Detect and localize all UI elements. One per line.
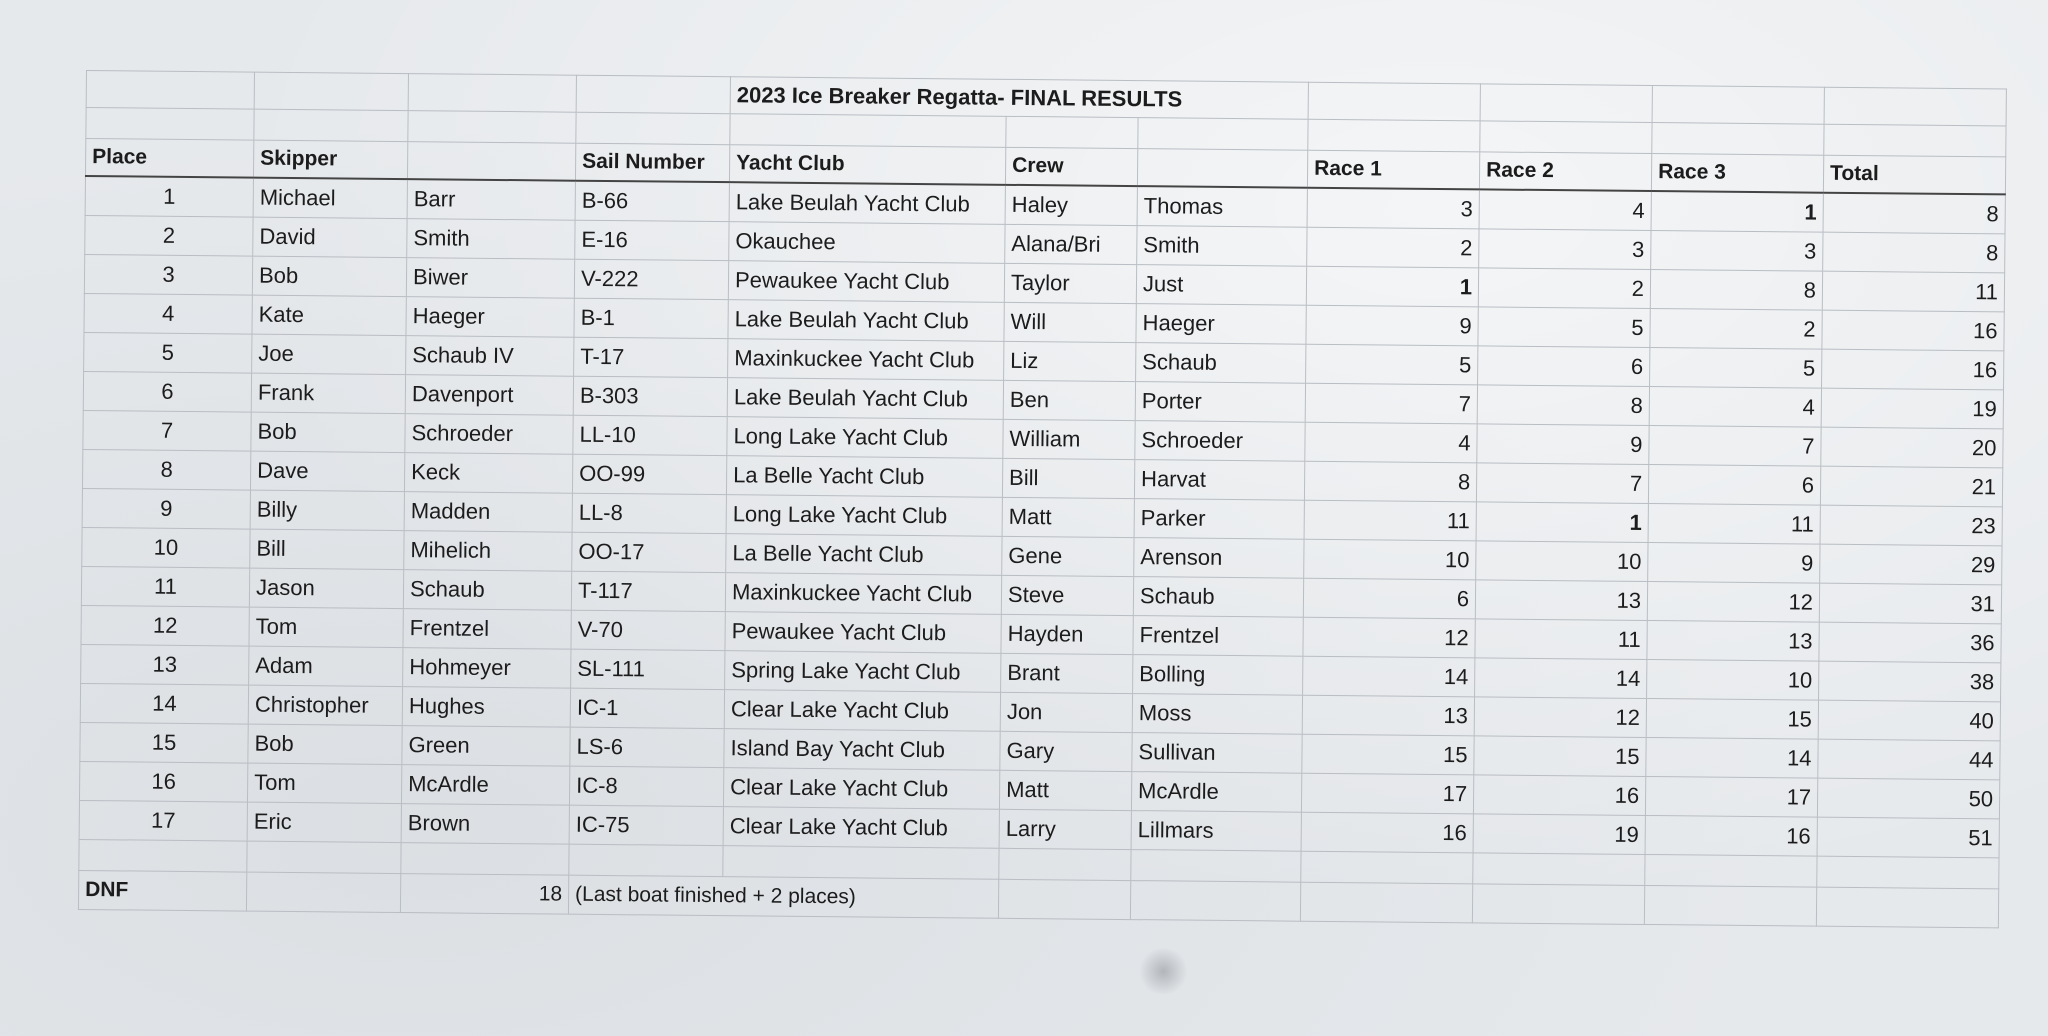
race1-cell: 5: [1306, 344, 1478, 385]
race2-cell: 9: [1477, 424, 1649, 465]
race2-cell: 1: [1476, 502, 1648, 543]
sail-number-cell: T-117: [571, 571, 725, 611]
sail-number-cell: V-70: [571, 610, 725, 650]
race1-cell: 6: [1303, 578, 1475, 619]
skipper-last-name: Schroeder: [405, 414, 573, 455]
header-skipper: Skipper: [253, 140, 407, 179]
skipper-first-name: Jason: [249, 568, 403, 608]
race2-cell: 2: [1478, 268, 1650, 309]
skipper-first-name: Christopher: [248, 685, 402, 725]
race3-cell: 16: [1645, 816, 1817, 857]
crew-first-name: Jon: [1000, 692, 1132, 732]
skipper-first-name: Michael: [253, 178, 407, 219]
yacht-club-cell: Clear Lake Yacht Club: [723, 768, 999, 810]
sail-number-cell: B-66: [575, 181, 729, 222]
total-cell: 50: [1817, 778, 1999, 819]
race1-cell: 10: [1304, 539, 1476, 580]
skipper-first-name: Tom: [247, 763, 401, 803]
sail-number-cell: E-16: [575, 220, 729, 260]
crew-first-name: Gary: [1000, 731, 1132, 771]
place-cell: 7: [83, 410, 251, 451]
crew-first-name: Matt: [999, 770, 1131, 810]
skipper-last-name: McArdle: [401, 765, 569, 806]
race3-cell: 9: [1648, 543, 1820, 584]
yacht-club-cell: Pewaukee Yacht Club: [728, 261, 1004, 303]
race3-cell: 12: [1647, 582, 1819, 623]
total-cell: 31: [1819, 583, 2001, 624]
race1-cell: 11: [1304, 500, 1476, 541]
skipper-first-name: Billy: [250, 490, 404, 530]
yacht-club-cell: Island Bay Yacht Club: [724, 729, 1000, 771]
total-cell: 40: [1818, 700, 2000, 741]
skipper-first-name: Bob: [248, 724, 402, 764]
crew-last-name: Haeger: [1136, 304, 1306, 345]
race1-cell: 2: [1307, 227, 1479, 268]
race1-cell: 8: [1304, 461, 1476, 502]
sail-number-cell: OO-17: [572, 532, 726, 572]
place-cell: 4: [84, 293, 252, 334]
race2-cell: 13: [1475, 580, 1647, 621]
crew-first-name: Will: [1004, 302, 1136, 342]
race2-cell: 12: [1474, 697, 1646, 738]
place-cell: 14: [80, 683, 248, 724]
race2-cell: 14: [1475, 658, 1647, 699]
crew-last-name: Schaub: [1136, 343, 1306, 384]
race2-cell: 11: [1475, 619, 1647, 660]
sail-number-cell: LL-10: [573, 415, 727, 455]
crew-first-name: Taylor: [1004, 263, 1136, 303]
crew-first-name: Haley: [1005, 185, 1137, 226]
skipper-last-name: Brown: [401, 804, 569, 845]
crew-first-name: Brant: [1001, 653, 1133, 693]
place-cell: 11: [81, 566, 249, 607]
race3-cell: 11: [1648, 504, 1820, 545]
crew-last-name: Harvat: [1134, 460, 1304, 501]
total-cell: 23: [1820, 505, 2002, 546]
skipper-last-name: Madden: [404, 492, 572, 533]
race2-cell: 3: [1479, 229, 1651, 270]
yacht-club-cell: Maxinkuckee Yacht Club: [728, 339, 1004, 381]
sail-number-cell: IC-1: [570, 688, 724, 728]
dnf-label: DNF: [78, 870, 246, 911]
skipper-last-name: Biwer: [406, 258, 574, 299]
sail-number-cell: T-17: [574, 337, 728, 377]
crew-first-name: Alana/Bri: [1005, 224, 1137, 264]
skipper-first-name: Frank: [251, 373, 405, 413]
yacht-club-cell: Clear Lake Yacht Club: [723, 807, 999, 849]
total-cell: 8: [1823, 232, 2005, 273]
crew-first-name: Steve: [1001, 575, 1133, 615]
crew-first-name: Hayden: [1001, 614, 1133, 654]
yacht-club-cell: La Belle Yacht Club: [726, 456, 1002, 498]
total-cell: 51: [1817, 817, 1999, 858]
race3-cell: 15: [1646, 699, 1818, 740]
dnf-note: (Last boat finished + 2 places): [568, 875, 998, 918]
crew-last-name: Lillmars: [1131, 811, 1301, 852]
skipper-last-name: Frentzel: [403, 609, 571, 650]
place-cell: 12: [81, 605, 249, 646]
crew-last-name: Schroeder: [1135, 421, 1305, 462]
crew-first-name: Matt: [1002, 497, 1134, 537]
total-cell: 44: [1818, 739, 2000, 780]
race3-cell: 8: [1650, 270, 1822, 311]
race1-cell: 3: [1307, 188, 1479, 229]
race3-cell: 2: [1650, 309, 1822, 350]
skipper-last-name: Schaub IV: [406, 336, 574, 377]
skipper-first-name: Adam: [249, 646, 403, 686]
crew-first-name: Gene: [1002, 536, 1134, 576]
race2-cell: 10: [1476, 541, 1648, 582]
place-cell: 15: [80, 722, 248, 763]
crew-last-name: Schaub: [1133, 577, 1303, 618]
crew-last-name: Thomas: [1137, 186, 1307, 227]
place-cell: 16: [79, 761, 247, 802]
yacht-club-cell: Lake Beulah Yacht Club: [727, 378, 1003, 420]
sail-number-cell: SL-111: [571, 649, 725, 689]
race3-cell: 4: [1649, 387, 1821, 428]
place-cell: 5: [84, 332, 252, 373]
skipper-last-name: Smith: [407, 219, 575, 260]
crew-last-name: McArdle: [1131, 772, 1301, 813]
race2-cell: 4: [1479, 189, 1651, 230]
crew-last-name: Parker: [1134, 499, 1304, 540]
total-cell: 8: [1823, 193, 2005, 234]
crew-last-name: Bolling: [1133, 655, 1303, 696]
header-total: Total: [1823, 155, 2005, 194]
sail-number-cell: OO-99: [572, 454, 726, 494]
skipper-last-name: Schaub: [403, 570, 571, 611]
crew-last-name: Sullivan: [1132, 733, 1302, 774]
total-cell: 16: [1822, 349, 2004, 390]
header-race1: Race 1: [1307, 150, 1479, 189]
total-cell: 20: [1821, 427, 2003, 468]
sail-number-cell: LS-6: [570, 727, 724, 767]
race3-cell: 3: [1651, 231, 1823, 272]
total-cell: 19: [1821, 388, 2003, 429]
skipper-first-name: David: [253, 217, 407, 257]
race3-cell: 10: [1647, 660, 1819, 701]
crew-last-name: Arenson: [1134, 538, 1304, 579]
race1-cell: 1: [1306, 266, 1478, 307]
yacht-club-cell: Spring Lake Yacht Club: [725, 651, 1001, 693]
header-crew: Crew: [1005, 147, 1137, 186]
skipper-first-name: Joe: [252, 334, 406, 374]
place-cell: 8: [82, 449, 250, 490]
race2-cell: 7: [1476, 463, 1648, 504]
total-cell: 29: [1820, 544, 2002, 585]
yacht-club-cell: La Belle Yacht Club: [726, 534, 1002, 576]
crew-first-name: Ben: [1003, 380, 1135, 420]
race1-cell: 13: [1302, 695, 1474, 736]
header-yacht-club: Yacht Club: [729, 145, 1005, 185]
place-cell: 3: [84, 254, 252, 295]
skipper-first-name: Bob: [252, 256, 406, 296]
yacht-club-cell: Long Lake Yacht Club: [726, 495, 1002, 537]
crew-last-name: Porter: [1135, 382, 1305, 423]
skipper-last-name: Green: [402, 726, 570, 767]
crew-last-name: Moss: [1132, 694, 1302, 735]
yacht-club-cell: Okauchee: [729, 222, 1005, 264]
skipper-first-name: Bob: [251, 412, 405, 452]
race2-cell: 19: [1473, 814, 1645, 855]
yacht-club-cell: Lake Beulah Yacht Club: [729, 182, 1005, 224]
race3-cell: 14: [1646, 738, 1818, 779]
race3-cell: 7: [1649, 426, 1821, 467]
race3-cell: 5: [1650, 348, 1822, 389]
race1-cell: 9: [1306, 305, 1478, 346]
race1-cell: 12: [1303, 617, 1475, 658]
skipper-last-name: Davenport: [405, 375, 573, 416]
skipper-last-name: Keck: [404, 453, 572, 494]
header-sail-number: Sail Number: [575, 143, 729, 182]
place-cell: 2: [85, 215, 253, 256]
place-cell: 6: [83, 371, 251, 412]
place-cell: 10: [82, 527, 250, 568]
yacht-club-cell: Clear Lake Yacht Club: [724, 690, 1000, 732]
race1-cell: 17: [1301, 773, 1473, 814]
yacht-club-cell: Maxinkuckee Yacht Club: [725, 573, 1001, 615]
skipper-first-name: Eric: [247, 802, 401, 842]
header-race3: Race 3: [1651, 154, 1823, 193]
skipper-first-name: Dave: [250, 451, 404, 491]
total-cell: 11: [1822, 271, 2004, 312]
total-cell: 21: [1820, 466, 2002, 507]
yacht-club-cell: Pewaukee Yacht Club: [725, 612, 1001, 654]
crew-last-name: Frentzel: [1133, 616, 1303, 657]
skipper-last-name: Hughes: [402, 687, 570, 728]
crew-first-name: Larry: [999, 809, 1131, 849]
race2-cell: 6: [1478, 346, 1650, 387]
sail-number-cell: IC-75: [569, 805, 723, 845]
crew-first-name: Bill: [1002, 458, 1134, 498]
race1-cell: 16: [1301, 812, 1473, 853]
race2-cell: 16: [1473, 775, 1645, 816]
crew-first-name: Liz: [1004, 341, 1136, 381]
header-race2: Race 2: [1479, 152, 1651, 191]
total-cell: 38: [1819, 661, 2001, 702]
ink-smudge: [1137, 948, 1189, 994]
sheet-title: 2023 Ice Breaker Regatta- FINAL RESULTS: [730, 77, 1308, 120]
skipper-last-name: Haeger: [406, 297, 574, 338]
sail-number-cell: B-1: [574, 298, 728, 338]
skipper-last-name: Hohmeyer: [403, 648, 571, 689]
sail-number-cell: B-303: [573, 376, 727, 416]
race3-cell: 17: [1645, 777, 1817, 818]
place-cell: 9: [82, 488, 250, 529]
skipper-first-name: Tom: [249, 607, 403, 647]
race2-cell: 5: [1478, 307, 1650, 348]
sail-number-cell: IC-8: [569, 766, 723, 806]
crew-first-name: William: [1003, 419, 1135, 459]
race3-cell: 13: [1647, 621, 1819, 662]
place-cell: 17: [79, 800, 247, 841]
race1-cell: 15: [1302, 734, 1474, 775]
total-cell: 16: [1822, 310, 2004, 351]
header-place: Place: [85, 139, 253, 178]
sail-number-cell: V-222: [574, 259, 728, 299]
race1-cell: 7: [1305, 383, 1477, 424]
skipper-last-name: Mihelich: [404, 531, 572, 572]
total-cell: 36: [1819, 622, 2001, 663]
yacht-club-cell: Lake Beulah Yacht Club: [728, 300, 1004, 342]
results-table: [78, 70, 2007, 928]
sail-number-cell: LL-8: [572, 493, 726, 533]
race1-cell: 14: [1303, 656, 1475, 697]
race2-cell: 15: [1474, 736, 1646, 777]
race1-cell: 4: [1305, 422, 1477, 463]
place-cell: 1: [85, 176, 253, 217]
race3-cell: 1: [1651, 191, 1823, 232]
race3-cell: 6: [1648, 465, 1820, 506]
skipper-last-name: Barr: [407, 179, 575, 220]
results-sheet: [78, 70, 2006, 968]
yacht-club-cell: Long Lake Yacht Club: [727, 417, 1003, 459]
race2-cell: 8: [1477, 385, 1649, 426]
place-cell: 13: [81, 644, 249, 685]
skipper-first-name: Kate: [252, 295, 406, 335]
dnf-value: 18: [400, 874, 568, 915]
crew-last-name: Just: [1136, 265, 1306, 306]
skipper-first-name: Bill: [250, 529, 404, 569]
crew-last-name: Smith: [1137, 226, 1307, 267]
